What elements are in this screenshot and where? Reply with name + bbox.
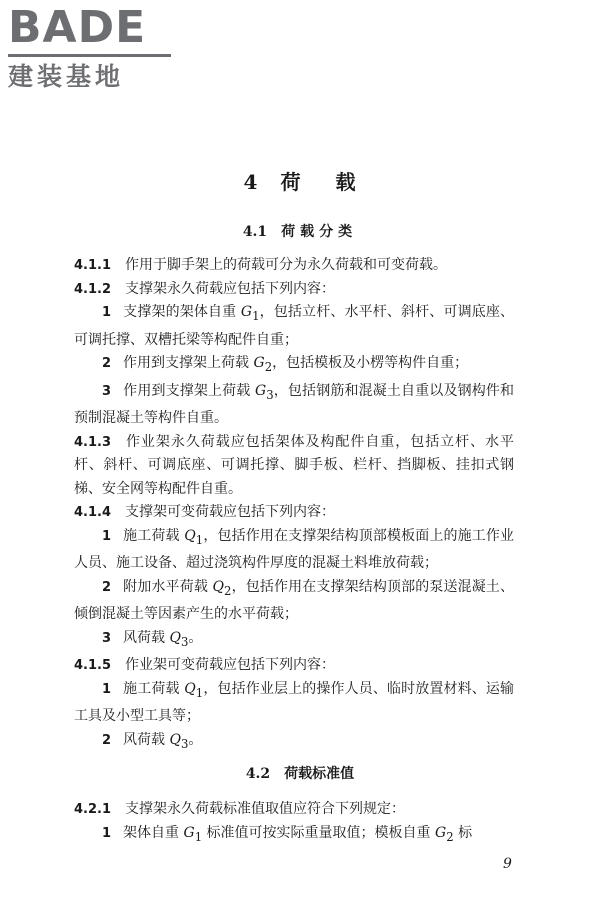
- item-text: 作用到支撑架上荷载: [123, 382, 256, 399]
- item-number: 1: [102, 681, 112, 697]
- clause-text: 支撑架可变荷载应包括下列内容：: [125, 504, 336, 521]
- item-text: 施工荷载: [123, 527, 185, 544]
- item-text: 风荷载: [123, 731, 170, 748]
- item-number: 1: [102, 528, 112, 544]
- clause-4-1-4: [74, 501, 514, 525]
- item-text: 。: [188, 629, 203, 646]
- clause-4-1-2: [74, 278, 514, 302]
- logo: [8, 4, 178, 90]
- symbol-subscript: 2: [264, 359, 273, 374]
- list-item: [74, 627, 514, 654]
- clause-text: 支撑架永久荷载应包括下列内容：: [125, 280, 336, 297]
- chapter-title: [0, 166, 600, 195]
- logo-wordmark: BADE: [8, 2, 147, 53]
- item-number: 2: [102, 732, 112, 748]
- item-text: 。: [188, 731, 203, 748]
- item-text: 作用到支撑架上荷载: [123, 355, 254, 372]
- list-item: [74, 380, 514, 431]
- item-text: ，包括作用在支撑架结构顶部的泵送混凝土、倾倒混凝土等因素产生的水平荷载；: [74, 578, 515, 623]
- item-number: 2: [102, 579, 112, 595]
- logo-subtitle: 建装基地: [8, 62, 125, 91]
- clause-text: 作用于脚手架上的荷载可分为永久荷载和可变荷载。: [125, 257, 448, 273]
- section-4-1-body: [74, 254, 514, 756]
- logo-divider: [8, 54, 171, 57]
- symbol-subscript: 3: [180, 634, 189, 649]
- section-title: 荷载分类: [281, 224, 358, 240]
- symbol-subscript: 1: [252, 308, 260, 323]
- symbol-subscript: 2: [224, 583, 232, 598]
- symbol: G: [183, 824, 195, 841]
- symbol: G: [435, 824, 447, 841]
- symbol-subscript: 2: [446, 829, 454, 844]
- item-text: 架体自重: [123, 824, 184, 841]
- item-text: ，包括钢筋和混凝土自重以及钢构件和预制混凝土等构件自重。: [74, 382, 515, 426]
- item-number: 1: [102, 825, 112, 841]
- item-text: ，包括作用在支撑架结构顶部模板面上的施工作业人员、施工设备、超过浇筑构件厚度的混凝土料堆放荷载；: [74, 527, 515, 572]
- clause-4-2-1: [74, 798, 514, 822]
- list-item: [74, 525, 514, 576]
- item-text: 标: [453, 824, 473, 841]
- list-item: [74, 352, 514, 379]
- section-number: 4.2: [245, 766, 271, 782]
- symbol-subscript: 3: [266, 387, 274, 402]
- chapter-number: 4: [243, 170, 259, 194]
- clause-text: 支撑架永久荷载标准值取值应符合下列规定：: [125, 801, 406, 817]
- symbol: Q: [184, 680, 196, 697]
- clause-text: 作业架可变荷载应包括下列内容：: [125, 657, 336, 674]
- section-heading-4-2: [0, 763, 600, 783]
- symbol: Q: [169, 629, 181, 646]
- symbol-subscript: 1: [195, 685, 204, 700]
- chapter-title-char-1: 荷: [280, 170, 302, 194]
- item-number: 3: [102, 630, 112, 646]
- item-text: ，包括作业层上的操作人员、临时放置材料、运输工具及小型工具等；: [74, 680, 515, 725]
- item-text: 标准值可按实际重量取值；模板自重: [202, 824, 436, 841]
- clause-number: 4.1.2: [74, 281, 112, 297]
- section-title: 荷载标准值: [284, 766, 355, 782]
- symbol-subscript: 1: [194, 829, 203, 844]
- item-number: 3: [102, 383, 112, 399]
- item-number: 2: [102, 356, 112, 372]
- symbol: Q: [169, 731, 181, 748]
- clause-number: 4.1.5: [74, 658, 112, 674]
- list-item: [74, 822, 514, 849]
- list-item: [74, 729, 514, 756]
- symbol-subscript: 3: [180, 736, 189, 751]
- section-4-2-body: [74, 798, 514, 849]
- item-text: ，包括模板及小楞等构件自重；: [272, 355, 469, 372]
- list-item: [74, 301, 514, 352]
- item-text: ，包括立杆、水平杆、斜杆、可调底座、可调托撑、双槽托梁等构配件自重；: [74, 304, 515, 348]
- chapter-title-char-2: 载: [335, 170, 357, 194]
- list-item: [74, 576, 514, 627]
- item-number: 1: [102, 305, 112, 321]
- section-heading-4-1: [0, 221, 600, 241]
- item-text: 风荷载: [123, 629, 170, 646]
- clause-4-1-1: [74, 254, 514, 278]
- symbol-subscript: 1: [195, 532, 204, 547]
- clause-text: 作业架永久荷载应包括架体及构配件自重，包括立杆、水平杆、斜杆、可调底座、可调托撑、脚手板、栏杆、挡脚板、挂扣式钢梯、安全网等构配件自重。: [74, 433, 514, 497]
- clause-number: 4.1.1: [74, 258, 112, 273]
- clause-4-1-5: [74, 654, 514, 678]
- symbol: Q: [212, 578, 225, 595]
- clause-number: 4.1.3: [74, 434, 112, 450]
- list-item: [74, 678, 514, 729]
- clause-number: 4.2.1: [74, 802, 112, 817]
- symbol: G: [255, 382, 267, 399]
- item-text: 施工荷载: [123, 680, 185, 697]
- item-text: 支撑架的架体自重: [123, 304, 241, 321]
- page-number: 9: [503, 856, 512, 872]
- clause-number: 4.1.4: [74, 505, 112, 521]
- symbol: G: [240, 304, 253, 321]
- symbol: G: [253, 355, 265, 372]
- clause-4-1-3: [74, 431, 514, 502]
- item-text: 附加水平荷载: [123, 578, 213, 595]
- symbol: Q: [184, 527, 196, 544]
- section-number: 4.1: [242, 224, 268, 240]
